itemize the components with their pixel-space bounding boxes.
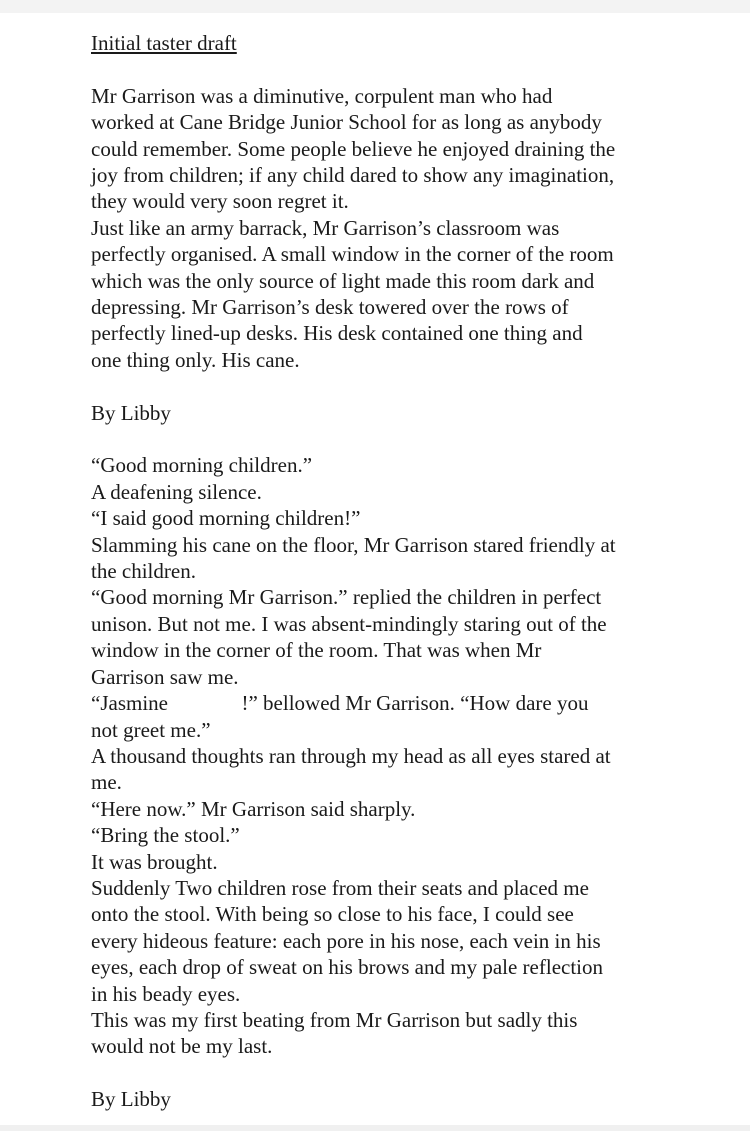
section1-paragraph-1: Mr Garrison was a diminutive, corpulent man who had worked at Cane Bridge Junior School for as long as anybody could remember. Some people believe he enjoyed draining the joy from children; if any child dared to show any imagination, they would very soon regret it. <box>91 83 616 214</box>
section1-paragraph-2: Just like an army barrack, Mr Garrison’s classroom was perfectly organised. A small window in the corner of the room which was the only source of light made this room dark and depressing. Mr Garrison’s desk towered over the rows of perfectly lined-up desks. His desk contained one thing and one thing only. His cane. <box>91 215 614 372</box>
story-line: “Here now.” Mr Garrison said sharply. <box>91 796 416 821</box>
story-line: Suddenly Two children rose from their seats and placed me onto the stool. With being so close to his face, I could see every hideous feature: each pore in his nose, each vein in his eyes, each drop of sweat on his brows and my pale reflection in his beady eyes. <box>91 875 603 1006</box>
story-line: A deafening silence. <box>91 479 262 504</box>
paragraph-gap <box>91 1060 731 1086</box>
story-line: It was brought. <box>91 849 218 874</box>
document-page <box>91 30 731 1113</box>
bottom-margin-strip <box>0 1125 750 1131</box>
story-line: This was my first beating from Mr Garrison but sadly this would not be my last. <box>91 1007 578 1059</box>
document-title: Initial taster draft <box>91 31 237 55</box>
section2-byline: By Libby <box>91 1087 171 1112</box>
story-line: “Jasmine !” bellowed Mr Garrison. “How dare you not greet me.” <box>91 691 589 742</box>
section1-byline: By Libby <box>91 400 171 425</box>
story-line: “Good morning children.” <box>91 453 313 478</box>
story-line: Slamming his cane on the floor, Mr Garrison stared friendly at the children. <box>91 532 616 584</box>
top-margin-strip <box>0 0 750 13</box>
paragraph-gap <box>91 373 731 399</box>
story-line: A thousand thoughts ran through my head as all eyes stared at me. <box>91 743 611 795</box>
story-line: “Bring the stool.” <box>91 823 240 848</box>
story-line: “I said good morning children!” <box>91 506 361 531</box>
story-line: “Good morning Mr Garrison.” replied the children in perfect unison. But not me. I was absent-mindingly staring out of the window in the corner of the room. That was when Mr Garrison saw me. <box>91 585 607 689</box>
paragraph-gap <box>91 426 731 452</box>
